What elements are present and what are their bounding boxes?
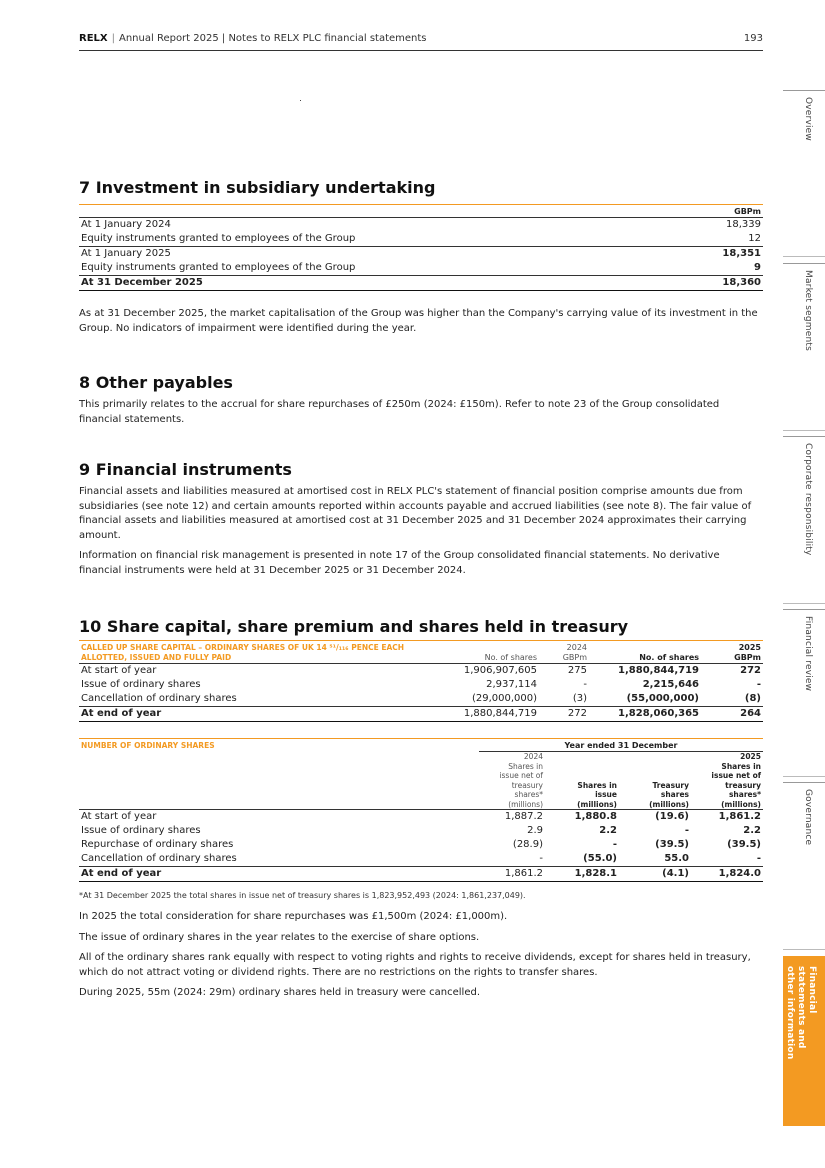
header-line: treasury — [511, 780, 543, 790]
cell-treasury: 55.0 — [664, 853, 689, 864]
table-row — [79, 218, 763, 233]
header-year-2025: 2025 — [740, 752, 761, 761]
table-header-row — [79, 641, 763, 654]
cell-gbpm-2024: 275 — [539, 664, 589, 679]
cell-2025: - — [756, 853, 761, 864]
section-10-paragraph-2: The issue of ordinary shares in the year relates to the exercise of share options. — [79, 931, 480, 943]
section-10-title: 10 Share capital, share premium and shares held in treasury — [79, 617, 629, 636]
header-gbpm-2025: GBPm — [734, 653, 761, 662]
section-9 — [79, 460, 763, 584]
cell-gbpm-2024: 272 — [539, 707, 589, 722]
cell-2024: 2.9 — [527, 825, 543, 836]
share-capital-label-1: CALLED UP SHARE CAPITAL – ORDINARY SHARES OF UK 14 ⁵¹/₁₁₆ PENCE EACH — [81, 643, 405, 652]
sidebar-tab-governance[interactable] — [783, 782, 825, 950]
cell-2025: (39.5) — [727, 839, 761, 850]
header-2024: 2024 — [566, 643, 587, 652]
sidebar-tab-overview[interactable] — [783, 90, 825, 257]
section-9-title: 9 Financial instruments — [79, 460, 292, 479]
row-value: 18,351 — [672, 247, 763, 262]
ordinary-shares-label: NUMBER OF ORDINARY SHARES — [81, 741, 215, 751]
table-header-row — [79, 205, 763, 218]
row-label: Cancellation of ordinary shares — [81, 693, 237, 704]
section-10-paragraph-4: During 2025, 55m (2024: 29m) ordinary shares held in treasury were cancelled. — [79, 987, 480, 998]
row-label: At end of year — [79, 867, 479, 882]
share-capital-table — [79, 640, 763, 722]
header-line: Shares in — [508, 761, 543, 771]
footnote: *At 31 December 2025 the total shares in issue net of treasury shares is 1,823,952,493 (2024: 1,861,237,049). — [79, 891, 526, 900]
cell-treasury: (39.5) — [655, 839, 689, 850]
sidebar-tab-corporate-responsibility[interactable] — [783, 436, 825, 604]
section-8-title: 8 Other payables — [79, 373, 233, 392]
sidebar-tab-label: Financial review — [803, 616, 813, 692]
header-year-2024: 2024 — [523, 752, 543, 761]
sidebar-tab-financial-review[interactable] — [783, 609, 825, 777]
row-value: 9 — [754, 262, 761, 273]
header-line: issue net of — [711, 771, 761, 780]
row-label: Cancellation of ordinary shares — [81, 853, 237, 864]
sidebar-tab-label: Governance — [803, 789, 813, 846]
table-row — [79, 678, 763, 692]
section-10 — [79, 617, 763, 1007]
header-gbpm-2024: GBPm — [562, 653, 587, 662]
row-value: 18,360 — [672, 276, 763, 291]
table-row — [79, 247, 763, 262]
table-header-row — [79, 653, 763, 664]
section-10-paragraph-3: All of the ordinary shares rank equally with respect to voting rights and rights to receive dividends, except for shares held in treasury, which do not attract voting or dividend rights. There are no restrictions on the rights to transfer shares. — [79, 952, 751, 978]
cell-treasury: (19.6) — [619, 810, 691, 825]
page-number: 193 — [743, 33, 763, 44]
row-label: Equity instruments granted to employees of the Group — [81, 233, 356, 244]
cell-gbpm-2024: - — [583, 679, 587, 690]
header-title: Annual Report 2025 | Notes to RELX PLC financial statements — [119, 33, 427, 44]
cell-gbpm-2025: - — [756, 679, 761, 690]
table-header-row — [79, 739, 763, 752]
section-9-paragraph-2: Information on financial risk management is presented in note 17 of the Group consolidated financial statements. No derivative financial instruments were held at 31 December 2025 or 31 December 2024. — [79, 550, 720, 576]
ordinary-shares-table — [79, 738, 763, 882]
row-label: Repurchase of ordinary shares — [81, 839, 234, 850]
cell-shares-2024: (29,000,000) — [471, 693, 537, 704]
header-line: Shares in — [577, 780, 617, 790]
cell-shares-2024: 1,906,907,605 — [409, 664, 539, 679]
header-line: shares* — [728, 790, 761, 799]
header-shares-in-issue — [545, 752, 619, 810]
cell-shares-2024: 1,880,844,719 — [409, 707, 539, 722]
header-line: (millions) — [577, 799, 617, 809]
unit-header: GBPm — [734, 207, 761, 216]
section-7-title: 7 Investment in subsidiary undertaking — [79, 178, 436, 197]
section-8-paragraph: This primarily relates to the accrual for share repurchases of £250m (2024: £150m). Refer to note 23 of the Group consolidated financial statements. — [79, 399, 720, 425]
cell-issue: 2.2 — [599, 825, 617, 836]
table-row — [79, 838, 763, 852]
section-8 — [79, 373, 763, 433]
header-line: Treasury — [652, 780, 689, 790]
investment-table — [79, 204, 763, 291]
cell-issue: 1,880.8 — [545, 810, 619, 825]
sidebar-tab-market-segments[interactable] — [783, 263, 825, 431]
cell-2025: 1,824.0 — [691, 867, 763, 882]
header-line: Shares in — [721, 761, 761, 771]
cell-2025: 1,861.2 — [691, 810, 763, 825]
page-header — [79, 32, 763, 51]
section-10-paragraph-1: In 2025 the total consideration for share repurchases was £1,500m (2024: £1,000m). — [79, 911, 508, 922]
row-label: At end of year — [79, 707, 409, 722]
stray-dot — [300, 100, 301, 101]
row-label: Issue of ordinary shares — [81, 679, 201, 690]
cell-2024: - — [539, 853, 543, 864]
row-label: At 1 January 2024 — [79, 218, 672, 233]
header-separator: | — [111, 33, 115, 44]
cell-2024: 1,887.2 — [479, 810, 545, 825]
group-header: Year ended 31 December — [479, 739, 763, 752]
table-row-total — [79, 707, 763, 722]
sidebar-tab-label: Corporate responsibility — [803, 443, 813, 556]
cell-treasury: - — [684, 825, 689, 836]
table-row — [79, 810, 763, 825]
share-capital-label-2: ALLOTTED, ISSUED AND FULLY PAID — [81, 653, 232, 662]
header-line: (millions) — [721, 799, 761, 809]
header-shares-2024: No. of shares — [484, 653, 537, 662]
cell-shares-2025: 1,828,060,365 — [589, 707, 701, 722]
table-row — [79, 824, 763, 838]
cell-shares-2024: 2,937,114 — [486, 679, 537, 690]
cell-shares-2025: 1,880,844,719 — [589, 664, 701, 679]
cell-gbpm-2025: 264 — [701, 707, 763, 722]
header-2025: 2025 — [738, 643, 761, 652]
header-line: shares — [660, 790, 689, 799]
header-line: treasury — [725, 780, 761, 790]
section-9-paragraph-1: Financial assets and liabilities measured at amortised cost in RELX PLC's statement of financial position comprise amounts due from subsidiaries (see note 12) and certain amounts reported within accounts payable and accrued liabilities (see note 8). The fair value of financial assets and liabilities measured at amortised cost at 31 December 2025 and 31 December 2024 approximates their carrying amount. — [79, 486, 752, 541]
header-2024-net — [479, 752, 545, 810]
header-line: (millions) — [649, 799, 689, 809]
cell-2025: 2.2 — [743, 825, 761, 836]
header-treasury-shares — [619, 752, 691, 810]
table-row — [79, 852, 763, 867]
cell-2024: (28.9) — [512, 839, 543, 850]
cell-gbpm-2025: (8) — [744, 693, 761, 704]
cell-gbpm-2024: (3) — [572, 693, 587, 704]
sidebar-tab-label: Market segments — [803, 270, 813, 351]
cell-issue: - — [612, 839, 617, 850]
row-value: 18,339 — [672, 218, 763, 233]
cell-gbpm-2025: 272 — [701, 664, 763, 679]
cell-2024: 1,861.2 — [479, 867, 545, 882]
header-line: issue net of — [499, 771, 543, 780]
brand-name: RELX — [79, 33, 108, 44]
sidebar-tab-label: Overview — [803, 97, 813, 141]
table-row — [79, 261, 763, 276]
table-row-total — [79, 867, 763, 882]
row-label: At start of year — [79, 664, 409, 679]
header-shares-2025: No. of shares — [639, 653, 699, 662]
row-label: At 1 January 2025 — [79, 247, 672, 262]
row-label: Issue of ordinary shares — [81, 825, 201, 836]
table-row — [79, 232, 763, 247]
row-label: Equity instruments granted to employees of the Group — [81, 262, 356, 273]
cell-issue: 1,828.1 — [545, 867, 619, 882]
header-line: shares* — [514, 790, 543, 799]
row-label: At start of year — [79, 810, 479, 825]
cell-treasury: (4.1) — [619, 867, 691, 882]
cell-issue: (55.0) — [583, 853, 617, 864]
table-row — [79, 692, 763, 707]
row-label: At 31 December 2025 — [79, 276, 672, 291]
section-7-paragraph: As at 31 December 2025, the market capitalisation of the Group was higher than the Company's carrying value of its investment in the Group. No indicators of impairment were identified during the year. — [79, 308, 758, 334]
cell-shares-2025: 2,215,646 — [642, 679, 699, 690]
section-7 — [79, 178, 763, 342]
row-value: 12 — [748, 233, 761, 244]
header-2025-net — [691, 752, 763, 810]
sidebar-tab-label: Financial statements and other information — [785, 966, 817, 1060]
header-line: issue — [595, 790, 617, 799]
table-header-row — [79, 752, 763, 810]
sidebar-tab-financial-statements[interactable] — [783, 956, 825, 1126]
table-row — [79, 664, 763, 679]
cell-shares-2025: (55,000,000) — [626, 693, 699, 704]
table-row-total — [79, 276, 763, 291]
header-line: (millions) — [508, 799, 543, 809]
